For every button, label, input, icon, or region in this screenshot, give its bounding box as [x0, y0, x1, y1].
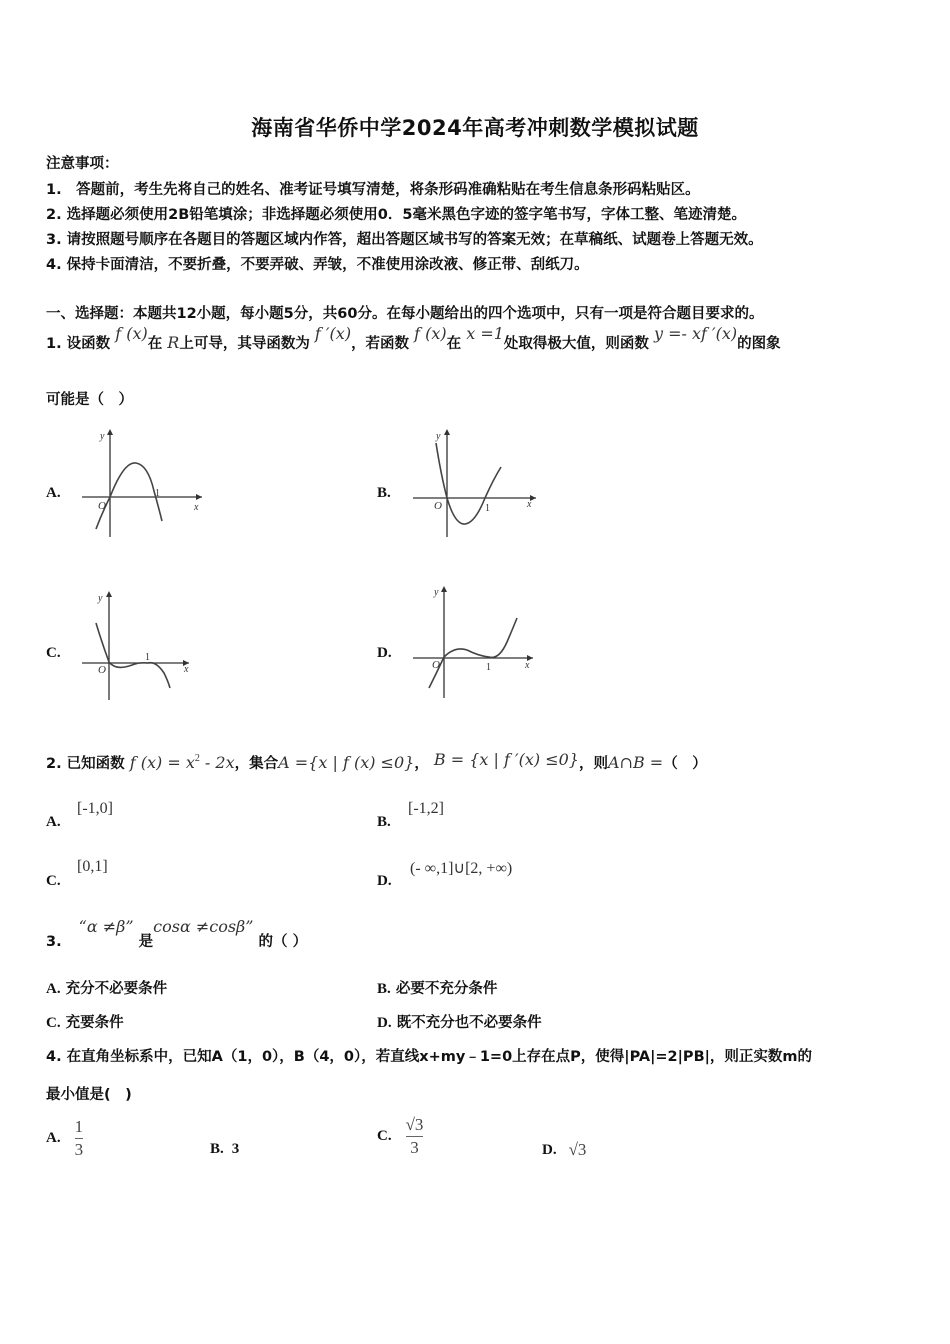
svg-text:O: O [98, 500, 106, 512]
q1-text: 在 [147, 336, 163, 352]
notice-item-1: 1. 答题前，考生先将自己的姓名、准考证号填写清楚，将条形码准确粘贴在考生信息条形码粘贴区。 [46, 182, 700, 198]
q3-option-a-label: A. [46, 981, 61, 997]
q4-option-b-label: B. [210, 1141, 224, 1157]
svg-text:O: O [432, 659, 440, 671]
q3-option-b-value: 必要不充分条件 [395, 981, 498, 997]
q4-option-d[interactable] [542, 1140, 586, 1160]
q4-option-a-label: A. [46, 1129, 61, 1146]
question-4-stem: 4. 在直角坐标系中，已知A（1，0），B（4，0），若直线x+my﹣1=0上存在点P，使得|PA|=2|PB|，则正实数m的 [46, 1049, 813, 1065]
q2-option-d-label[interactable]: D. [377, 873, 392, 889]
q2-math: B = {x | f ′(x) ≤0} [433, 750, 579, 769]
q2-option-b-value[interactable]: [-1,2] [408, 800, 444, 817]
question-4-stem-cont: 最小值是( ) [46, 1087, 132, 1103]
q2-option-c-value[interactable]: [0,1] [77, 858, 108, 875]
q3-text: 是 [138, 934, 154, 950]
q2-text: ，集合 [234, 756, 279, 772]
q2-math: A∩B = [607, 753, 664, 772]
q2-text: ， [414, 756, 429, 772]
svg-text:1: 1 [145, 652, 150, 663]
fraction-bar [406, 1136, 424, 1137]
q4-option-a[interactable] [46, 1118, 83, 1159]
svg-text:x: x [184, 664, 189, 675]
fraction-denominator: 3 [410, 1137, 419, 1157]
svg-text:x: x [194, 502, 199, 513]
question-3-stem [46, 917, 308, 951]
q4-option-c-fraction [406, 1116, 424, 1157]
q2-option-a-label[interactable]: A. [46, 814, 61, 830]
page-title: 海南省华侨中学2024年高考冲刺数学模拟试题 [251, 116, 699, 140]
q1-option-d-graph[interactable] [411, 580, 546, 698]
q1-option-d-label[interactable]: D. [377, 645, 392, 661]
q2-option-b-label[interactable]: B. [377, 814, 391, 830]
q1-text: ，若函数 [351, 336, 410, 352]
question-1-stem-cont: 可能是（ ） [46, 392, 133, 408]
svg-text:y: y [436, 431, 441, 442]
svg-text:O: O [98, 664, 106, 676]
svg-text:x: x [525, 660, 530, 671]
q1-math: x =1 [466, 324, 504, 343]
q1-option-b-label[interactable]: B. [377, 485, 391, 501]
q2-option-c-label[interactable]: C. [46, 873, 61, 889]
q2-math-exponent: 2 [194, 753, 200, 764]
q2-math: f (x) = x [129, 753, 195, 772]
notice-item-4: 4. 保持卡面清洁，不要折叠，不要弄破、弄皱，不准使用涂改液、修正带、刮纸刀。 [46, 257, 589, 273]
svg-text:y: y [98, 593, 103, 604]
question-1-stem [46, 324, 781, 353]
notice-item-3: 3. 请按照题号顺序在各题目的答题区域内作答，超出答题区域书写的答案无效；在草稿纸、试题卷上答题无效。 [46, 232, 763, 248]
svg-text:O: O [434, 500, 442, 512]
fraction-denominator: 3 [74, 1139, 84, 1159]
q3-option-c-label: C. [46, 1015, 61, 1031]
q3-option-c-value: 充要条件 [65, 1015, 124, 1031]
q3-text: 3. [46, 934, 62, 950]
svg-text:1: 1 [486, 662, 491, 673]
q1-math: f (x) [414, 324, 447, 343]
notice-heading: 注意事项： [46, 156, 119, 172]
q1-math: f (x) [115, 324, 148, 343]
q3-math: cosα ≠cosβ” [153, 917, 254, 936]
q3-option-b-label: B. [377, 981, 391, 997]
q1-math: y =- xf ′(x) [653, 324, 738, 343]
section-heading: 一、选择题：本题共12小题，每小题5分，共60分。在每小题给出的四个选项中，只有一项是符合题目要求的。 [46, 306, 764, 322]
fraction-bar [75, 1138, 84, 1139]
q3-option-d-value: 既不充分也不必要条件 [396, 1015, 542, 1031]
q3-text: 的（ ） [258, 934, 308, 950]
q4-option-b[interactable] [210, 1141, 239, 1158]
q1-math: R [167, 333, 180, 352]
q1-option-c-graph[interactable] [74, 585, 209, 703]
q3-option-d-label: D. [377, 1015, 392, 1031]
fraction-numerator: √3 [405, 1115, 424, 1134]
q1-option-a-label[interactable]: A. [46, 485, 61, 501]
q1-text: 在 [446, 336, 462, 352]
q1-text: 的图象 [737, 336, 781, 352]
q4-option-d-label: D. [542, 1141, 557, 1158]
q2-text: （ ） [663, 756, 707, 772]
q1-option-a-graph[interactable] [74, 425, 209, 543]
svg-text:y: y [434, 587, 439, 598]
q3-option-a[interactable] [46, 977, 167, 998]
q1-option-c-label[interactable]: C. [46, 645, 61, 661]
q1-text: 上可导，其导函数为 [179, 336, 310, 352]
q2-math: - 2x [199, 753, 235, 772]
q3-option-b[interactable] [377, 977, 497, 998]
q2-math: A ={x | f (x) ≤0} [278, 753, 415, 772]
q4-option-c[interactable] [377, 1116, 423, 1157]
svg-text:x: x [527, 499, 532, 510]
q1-math: f ′(x) [314, 324, 352, 343]
q2-text: ，则 [578, 756, 608, 772]
q4-option-a-fraction [75, 1118, 84, 1159]
q1-text: 处取得极大值，则函数 [503, 336, 649, 352]
q4-option-d-value: √3 [568, 1140, 587, 1159]
q3-option-c[interactable] [46, 1011, 124, 1032]
q2-option-a-value[interactable]: [-1,0] [77, 800, 113, 817]
svg-text:y: y [100, 431, 105, 442]
question-2-stem [46, 752, 707, 773]
q3-math: “α ≠β” [78, 917, 134, 936]
q3-option-d[interactable] [377, 1011, 542, 1032]
q2-option-d-value[interactable]: (- ∞,1]∪[2, +∞) [410, 860, 513, 877]
fraction-numerator: 1 [74, 1117, 84, 1136]
svg-text:1: 1 [155, 488, 160, 499]
q1-text: 1. 设函数 [46, 336, 111, 352]
q1-option-b-graph[interactable] [411, 425, 546, 543]
q3-option-a-value: 充分不必要条件 [65, 981, 168, 997]
q4-option-c-label: C. [377, 1127, 392, 1144]
q4-option-b-value: 3 [231, 1141, 240, 1157]
q2-text: 2. 已知函数 [46, 756, 125, 772]
notice-item-2: 2. 选择题必须使用2B铅笔填涂；非选择题必须使用0．5毫米黑色字迹的签字笔书写，字体工整、笔迹清楚。 [46, 207, 746, 223]
svg-text:1: 1 [485, 503, 490, 514]
